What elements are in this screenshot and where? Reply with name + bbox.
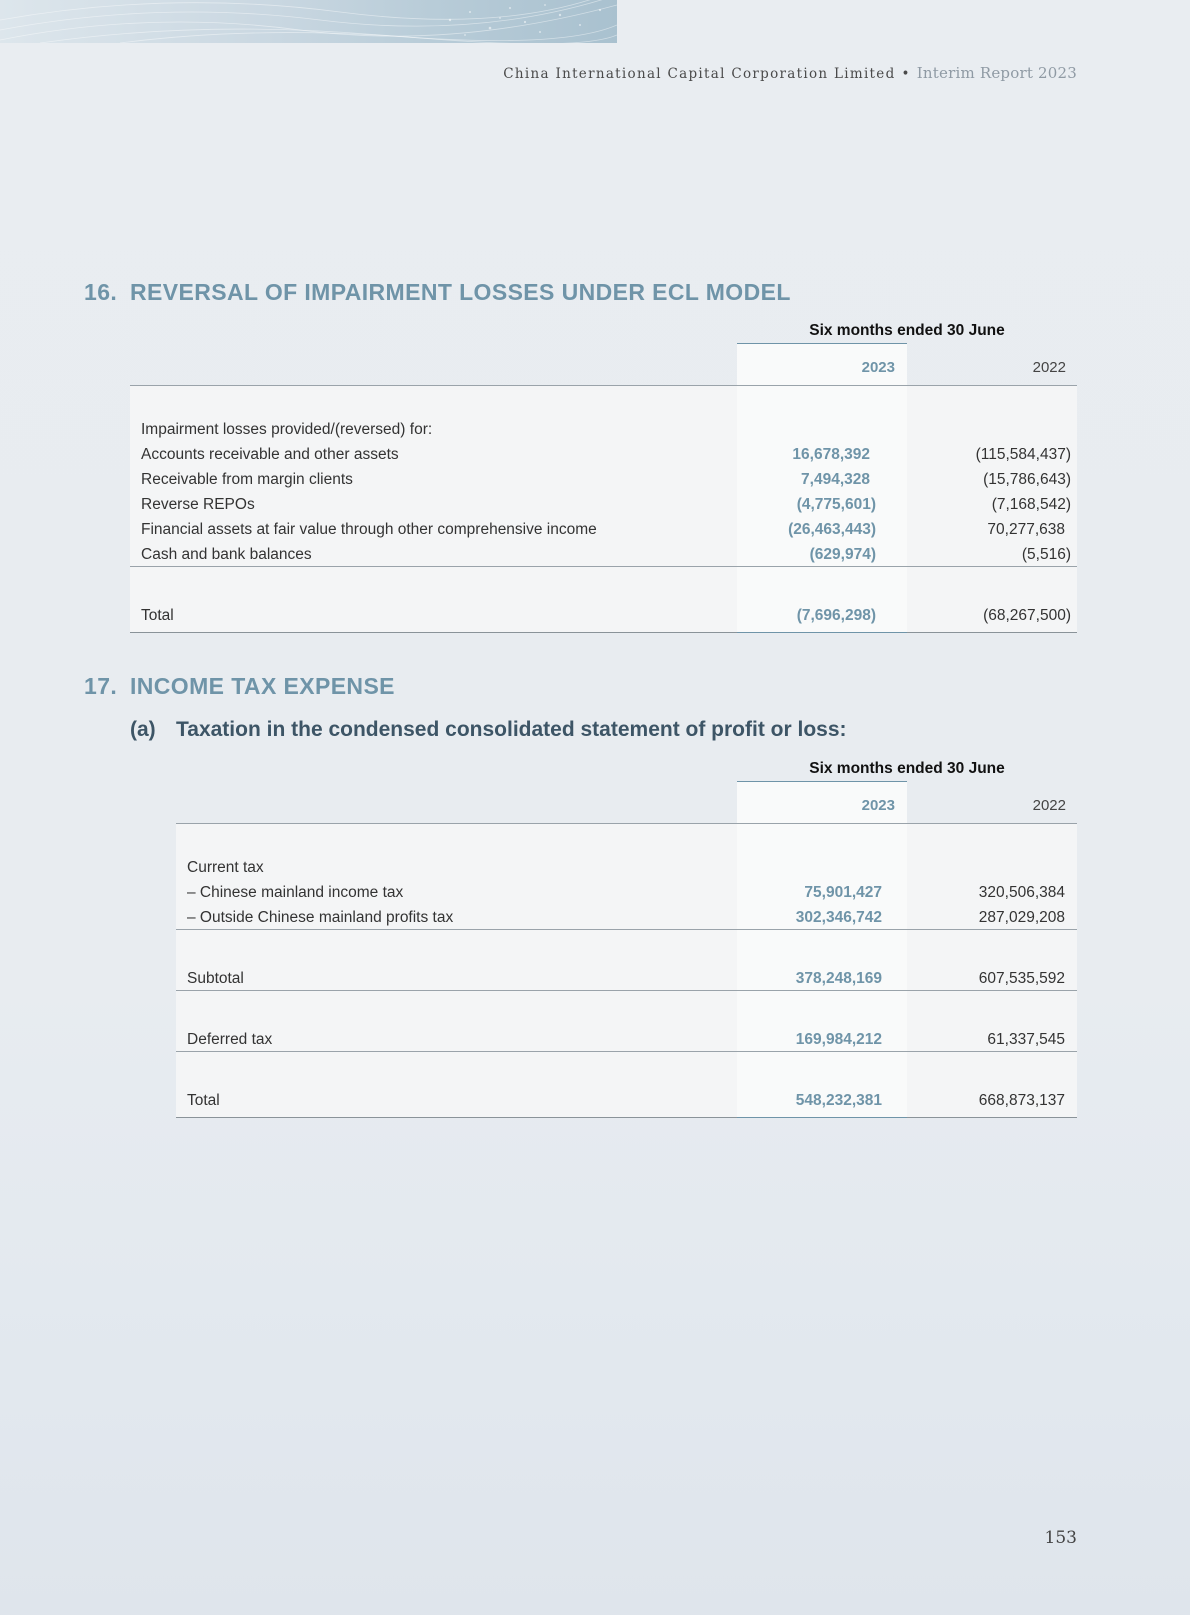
row-value-2023: 302,346,742 [795, 909, 882, 926]
total-current-rule [737, 1117, 907, 1118]
row-label: Reverse REPOs [141, 496, 255, 513]
table-row [141, 542, 1071, 567]
subtotal-rule [130, 566, 1077, 567]
current-tax-rule [176, 929, 1077, 930]
row-value-2022: 668,873,137 [978, 1092, 1065, 1109]
report-title: Interim Report 2023 [916, 64, 1077, 82]
section-16-heading [84, 279, 791, 306]
table-row-total [187, 1088, 1065, 1113]
table-row [187, 905, 1065, 930]
table-row [141, 492, 1071, 517]
section-16-year-2022: 2022 [1032, 359, 1066, 376]
section-17-period-header: Six months ended 30 June [809, 760, 1005, 777]
row-value-2022: (68,267,500) [983, 607, 1071, 624]
row-value-2023: 75,901,427 [804, 884, 882, 901]
table-row-deferred [187, 1027, 1065, 1052]
row-value-2022: 287,029,208 [978, 909, 1065, 926]
section-17-heading [84, 673, 395, 700]
row-label: Total [141, 607, 174, 624]
section-17-title: INCOME TAX EXPENSE [130, 673, 395, 699]
row-value-2022: 61,337,545 [987, 1031, 1065, 1048]
row-value-2022: (7,168,542) [991, 496, 1071, 513]
section-17-year-2022: 2022 [1032, 797, 1066, 814]
row-value-2022: 320,506,384 [978, 884, 1065, 901]
row-value-2023: 16,678,392 [792, 446, 870, 463]
table-row [141, 442, 1071, 467]
deferred-rule [176, 1051, 1077, 1052]
row-label: Current tax [187, 859, 264, 876]
row-label: Cash and bank balances [141, 546, 312, 563]
row-label: Impairment losses provided/(reversed) for: [141, 421, 433, 438]
section-16-title: REVERSAL OF IMPAIRMENT LOSSES UNDER ECL MODEL [130, 279, 791, 305]
row-label: – Chinese mainland income tax [187, 884, 404, 901]
row-label: – Outside Chinese mainland profits tax [187, 909, 454, 926]
row-value-2023: 169,984,212 [795, 1031, 882, 1048]
row-value-2023: (7,696,298) [796, 607, 876, 624]
row-value-2023: (4,775,601) [796, 496, 876, 513]
banner-pattern-graphic [0, 0, 617, 43]
row-value-2023: (629,974) [809, 546, 876, 563]
company-name: China International Capital Corporation Limited [503, 66, 896, 82]
table-row-heading [141, 417, 1071, 442]
table-row [141, 467, 1071, 492]
table-row-total [141, 603, 1071, 628]
section-17a-number: (a) [130, 718, 156, 741]
table-row-subtotal [187, 966, 1065, 991]
subtotal-rule [176, 990, 1077, 991]
row-label: Deferred tax [187, 1031, 273, 1048]
row-value-2023: 548,232,381 [795, 1092, 882, 1109]
header-banner-graphic [0, 0, 617, 43]
row-value-2022: 607,535,592 [978, 970, 1065, 987]
page-number: 153 [1044, 1528, 1077, 1548]
row-label: Total [187, 1092, 220, 1109]
row-label: Receivable from margin clients [141, 471, 353, 488]
row-label: Financial assets at fair value through other comprehensive income [141, 521, 597, 538]
section-17-year-2023: 2023 [861, 797, 895, 814]
row-value-2023: 378,248,169 [795, 970, 882, 987]
row-value-2023: (26,463,443) [788, 521, 876, 538]
table-row [187, 880, 1065, 905]
row-label: Accounts receivable and other assets [141, 446, 399, 463]
section-16-year-2023: 2023 [861, 359, 895, 376]
section-17a-title: Taxation in the condensed consolidated statement of profit or loss: [176, 718, 847, 741]
row-value-2022: (15,786,643) [983, 471, 1071, 488]
row-value-2022: 70,277,638 [987, 521, 1065, 538]
header-separator: • [901, 66, 911, 82]
total-rule [176, 1117, 1077, 1118]
total-current-rule [737, 632, 907, 633]
row-value-2023: 7,494,328 [801, 471, 870, 488]
total-rule [130, 632, 1077, 633]
running-header [503, 64, 1077, 82]
row-label: Subtotal [187, 970, 244, 987]
section-16-number: 16. [84, 279, 118, 305]
section-16-period-header: Six months ended 30 June [809, 322, 1005, 339]
section-17a-heading [130, 718, 847, 742]
section-17-number: 17. [84, 673, 118, 699]
row-value-2022: (5,516) [1021, 546, 1071, 563]
row-value-2022: (115,584,437) [975, 446, 1071, 463]
table-row-heading [187, 855, 1065, 880]
table-row [141, 517, 1071, 542]
